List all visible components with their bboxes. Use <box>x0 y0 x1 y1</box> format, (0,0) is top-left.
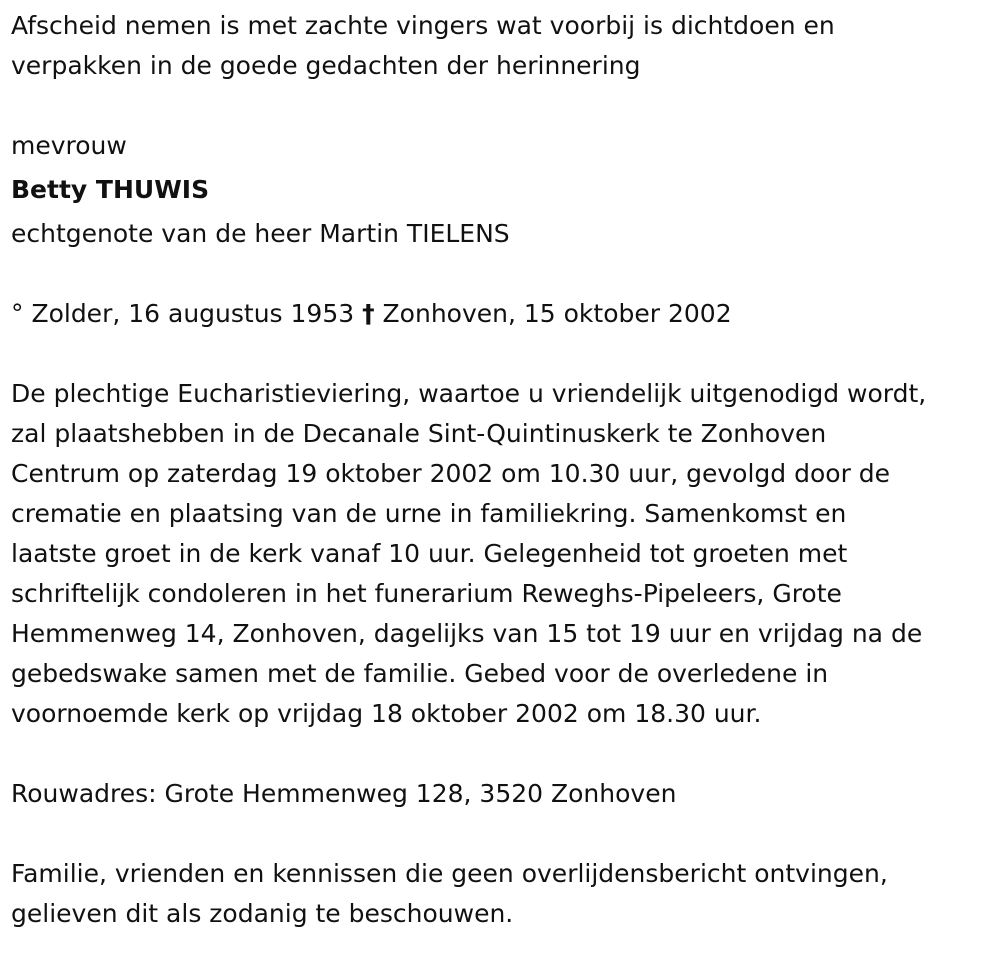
ceremony-line: Hemmenweg 14, Zonhoven, dagelijks van 15 tot 19 uur en vrijdag na de <box>11 619 923 648</box>
ceremony-line: zal plaatshebben in de Decanale Sint-Quintinuskerk te Zonhoven <box>11 419 827 448</box>
ceremony-line: De plechtige Eucharistieviering, waartoe u vriendelijk uitgenodigd wordt, <box>11 379 927 408</box>
quote-line: verpakken in de goede gedachten der herinnering <box>11 51 641 80</box>
closing-paragraph <box>11 854 993 934</box>
deceased-name: Betty THUWIS <box>11 175 210 204</box>
ceremony-paragraph <box>11 374 993 734</box>
ceremony-line: schriftelijk condoleren in het funerarium Reweghs-Pipeleers, Grote <box>11 579 842 608</box>
ceremony-line: crematie en plaatsing van de urne in familiekring. Samenkomst en <box>11 499 847 528</box>
cross-icon: † <box>362 299 375 328</box>
spacer <box>11 814 993 854</box>
life-dates <box>11 294 993 334</box>
spacer <box>11 86 993 126</box>
spacer <box>11 254 993 294</box>
obituary-notice <box>11 6 993 934</box>
ceremony-line: gebedswake samen met de familie. Gebed voor de overledene in <box>11 659 829 688</box>
mourning-address: Rouwadres: Grote Hemmenweg 128, 3520 Zonhoven <box>11 779 677 808</box>
spacer <box>11 734 993 774</box>
birth-info: ° Zolder, 16 augustus 1953 <box>11 299 355 328</box>
spacer <box>11 334 993 374</box>
honorific: mevrouw <box>11 131 127 160</box>
ceremony-line: voornoemde kerk op vrijdag 18 oktober 2002 om 18.30 uur. <box>11 699 762 728</box>
quote-line: Afscheid nemen is met zachte vingers wat voorbij is dichtdoen en <box>11 11 835 40</box>
spouse-line: echtgenote van de heer Martin TIELENS <box>11 219 510 248</box>
death-info: Zonhoven, 15 oktober 2002 <box>382 299 732 328</box>
ceremony-line: laatste groet in de kerk vanaf 10 uur. Gelegenheid tot groeten met <box>11 539 848 568</box>
ceremony-line: Centrum op zaterdag 19 oktober 2002 om 10.30 uur, gevolgd door de <box>11 459 891 488</box>
closing-line: gelieven dit als zodanig te beschouwen. <box>11 899 514 928</box>
closing-line: Familie, vrienden en kennissen die geen overlijdensbericht ontvingen, <box>11 859 888 888</box>
